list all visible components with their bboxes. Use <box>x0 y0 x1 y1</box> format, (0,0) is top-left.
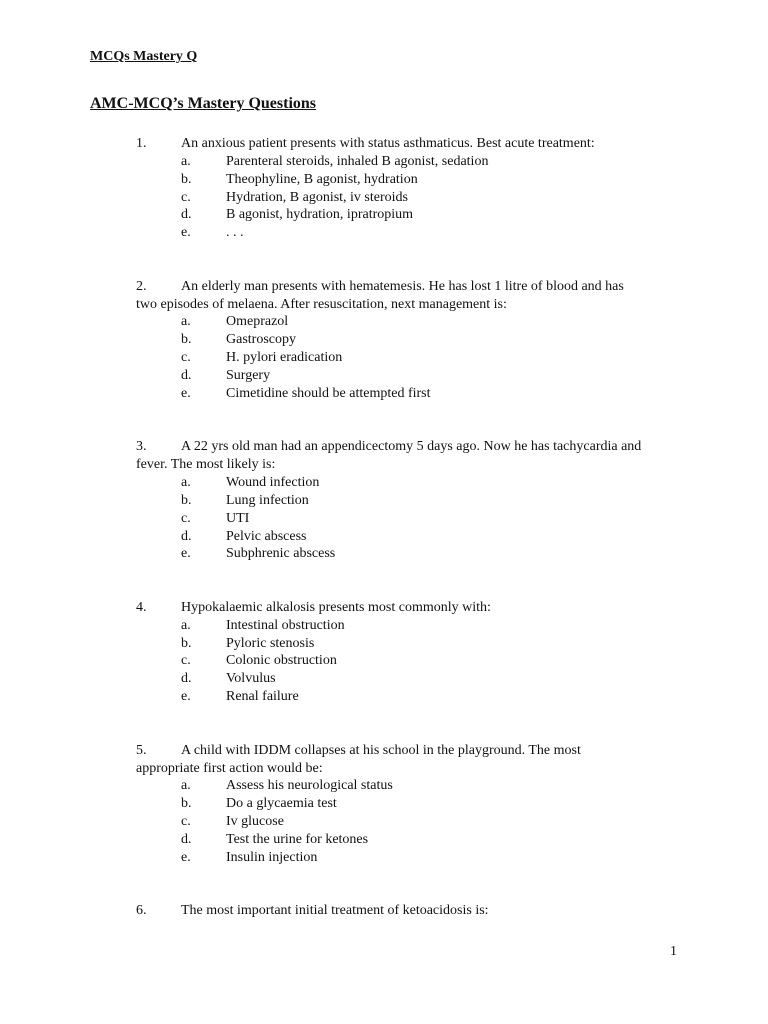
option-e <box>136 385 716 403</box>
option-text: Pelvic abscess <box>226 528 307 544</box>
option-letter: b. <box>181 635 192 651</box>
question-6 <box>136 902 716 920</box>
option-c <box>136 349 716 367</box>
option-text: Renal failure <box>226 689 299 705</box>
option-letter: b. <box>181 492 192 508</box>
option-d <box>136 367 716 385</box>
question-stem <box>136 438 716 456</box>
option-letter: d. <box>181 528 192 544</box>
question-2 <box>136 278 716 403</box>
option-c <box>136 189 716 207</box>
question-text: A child with IDDM collapses at his school in the playground. The most <box>181 742 581 758</box>
option-text: Wound infection <box>226 475 320 491</box>
option-c <box>136 813 716 831</box>
option-letter: c. <box>181 189 191 205</box>
option-text: Gastroscopy <box>226 332 296 348</box>
running-header: MCQs Mastery Q <box>90 49 198 64</box>
option-c <box>136 652 716 670</box>
question-number: 1. <box>136 136 147 151</box>
option-text: Colonic obstruction <box>226 653 337 669</box>
question-number: 5. <box>136 742 147 758</box>
question-text-continued: appropriate first action would be: <box>136 760 323 776</box>
question-number: 2. <box>136 278 147 294</box>
question-text: An elderly man presents with hematemesis. He has lost 1 litre of blood and has <box>181 278 624 294</box>
option-b <box>136 635 716 653</box>
option-a <box>136 777 716 795</box>
option-letter: d. <box>181 207 192 223</box>
option-text: Omeprazol <box>226 314 289 330</box>
option-text: Iv glucose <box>226 814 284 830</box>
option-letter: b. <box>181 796 192 812</box>
option-text: Pyloric stenosis <box>226 635 315 651</box>
option-letter: e. <box>181 546 191 562</box>
option-letter: a. <box>181 475 191 491</box>
option-letter: a. <box>181 778 191 794</box>
option-text: Intestinal obstruction <box>226 617 345 633</box>
option-d <box>136 670 716 688</box>
option-a <box>136 474 716 492</box>
option-b <box>136 492 716 510</box>
option-letter: d. <box>181 367 192 383</box>
option-text: Cimetidine should be attempted first <box>226 385 431 401</box>
option-e <box>136 688 716 706</box>
option-text: Hydration, B agonist, iv steroids <box>226 189 408 205</box>
option-letter: b. <box>181 332 192 348</box>
question-stem <box>136 599 716 617</box>
option-text: B agonist, hydration, ipratropium <box>226 207 414 223</box>
option-letter: c. <box>181 814 191 830</box>
option-d <box>136 206 716 224</box>
option-e <box>136 224 716 242</box>
option-b <box>136 795 716 813</box>
option-letter: b. <box>181 171 192 187</box>
question-3 <box>136 438 716 563</box>
question-number: 4. <box>136 599 147 615</box>
question-list <box>136 135 716 920</box>
option-a <box>136 313 716 331</box>
option-letter: e. <box>181 225 191 241</box>
option-text: Test the urine for ketones <box>226 831 369 847</box>
option-letter: c. <box>181 350 191 366</box>
option-text: H. pylori eradication <box>226 350 343 366</box>
option-e <box>136 545 716 563</box>
page-number: 1 <box>670 944 677 959</box>
option-text: Lung infection <box>226 492 309 508</box>
question-text-continued: two episodes of melaena. After resuscitation, next management is: <box>136 296 507 312</box>
question-text: Hypokalaemic alkalosis presents most commonly with: <box>181 599 491 615</box>
document-title: AMC-MCQ’s Mastery Questions <box>90 95 317 112</box>
option-text: Parenteral steroids, inhaled B agonist, sedation <box>226 153 489 169</box>
option-a <box>136 153 716 171</box>
option-letter: e. <box>181 385 191 401</box>
question-text: An anxious patient presents with status asthmaticus. Best acute treatment: <box>181 136 595 151</box>
option-letter: e. <box>181 849 191 865</box>
option-letter: d. <box>181 671 192 687</box>
question-stem <box>136 135 716 153</box>
question-stem <box>136 902 716 920</box>
option-letter: a. <box>181 617 191 633</box>
question-stem <box>136 742 716 760</box>
question-number: 3. <box>136 439 147 455</box>
option-text: Theophyline, B agonist, hydration <box>226 171 418 187</box>
option-letter: a. <box>181 314 191 330</box>
option-a <box>136 617 716 635</box>
option-text: Volvulus <box>226 671 276 687</box>
option-c <box>136 510 716 528</box>
option-b <box>136 171 716 189</box>
option-d <box>136 528 716 546</box>
option-letter: e. <box>181 689 191 705</box>
option-d <box>136 831 716 849</box>
question-5 <box>136 742 716 867</box>
question-text: A 22 yrs old man had an appendicectomy 5 days ago. Now he has tachycardia and <box>181 439 642 455</box>
option-e <box>136 849 716 867</box>
option-text: Insulin injection <box>226 849 318 865</box>
option-letter: c. <box>181 653 191 669</box>
option-text: Do a glycaemia test <box>226 796 337 812</box>
question-1 <box>136 135 716 242</box>
option-text: Surgery <box>226 367 271 383</box>
question-4 <box>136 599 716 706</box>
option-text: . . . <box>226 225 244 241</box>
option-letter: c. <box>181 510 191 526</box>
option-text: Assess his neurological status <box>226 778 393 794</box>
question-text: The most important initial treatment of ketoacidosis is: <box>181 903 489 919</box>
question-number: 6. <box>136 903 147 919</box>
option-text: Subphrenic abscess <box>226 546 336 562</box>
option-letter: a. <box>181 153 191 169</box>
option-b <box>136 331 716 349</box>
question-stem <box>136 278 716 296</box>
option-text: UTI <box>226 510 250 526</box>
option-letter: d. <box>181 831 192 847</box>
question-text-continued: fever. The most likely is: <box>136 457 276 473</box>
